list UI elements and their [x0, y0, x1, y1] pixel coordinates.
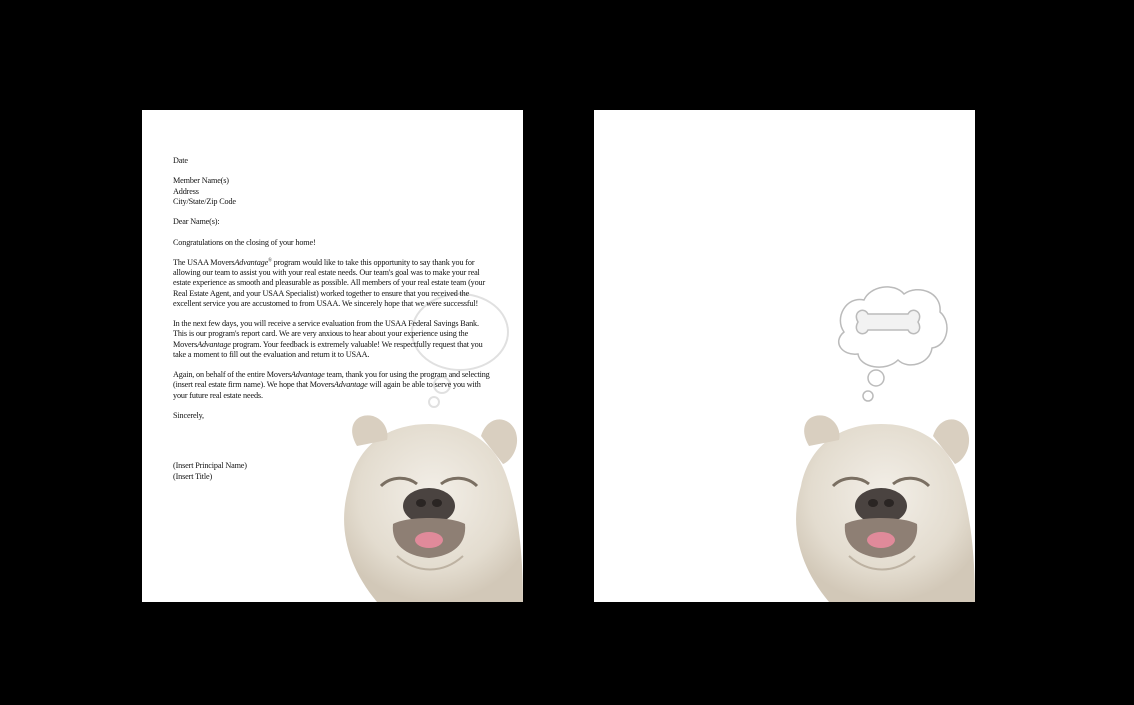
salutation: Dear Name(s): [173, 217, 220, 227]
recipient-city: City/State/Zip Code [173, 196, 236, 206]
letter-date: Date [173, 156, 188, 165]
bulldog-image [789, 406, 975, 602]
paragraph-2: In the next few days, you will receive a service evaluation from the USAA Federal Savings Bank. This is our program's report card. We are very anxious to hear about your experience using the MoversAdvantage program. Your feedback is extremely valuable! We respectfully request that you take a moment to fill out the evaluation and return it to USAA. [173, 319, 483, 359]
thought-bubble-bone-icon [824, 282, 952, 414]
closing: Sincerely, [173, 410, 204, 420]
signature-title: (Insert Title) [173, 471, 213, 481]
opening-line: Congratulations on the closing of your home! [173, 237, 316, 247]
paragraph-1: The USAA MoversAdvantage® program would like to take this opportunity to say thank you for allowing our team to assist you with your real estate needs. Our team's goal was to make your real estate experience as smooth and pleasurable as possible. All members of your real estate team (your Real Estate Agent, and your USAA Specialist) worked together to ensure that you received the excellent service you are accustomed to from USAA. We sincerely hope that we were successful! [173, 257, 486, 308]
signature-name: (Insert Principal Name) [173, 461, 247, 471]
letter-body [173, 156, 493, 482]
blank-page [594, 110, 975, 602]
letter-page [142, 110, 523, 602]
paragraph-3: Again, on behalf of the entire MoversAdvantage team, thank you for using the program and selecting (insert real estate firm name). We hope that MoversAdvantage will again be able to serve you with your future real estate needs. [173, 370, 490, 400]
recipient-name: Member Name(s) [173, 176, 229, 186]
recipient-address: Address [173, 186, 199, 196]
